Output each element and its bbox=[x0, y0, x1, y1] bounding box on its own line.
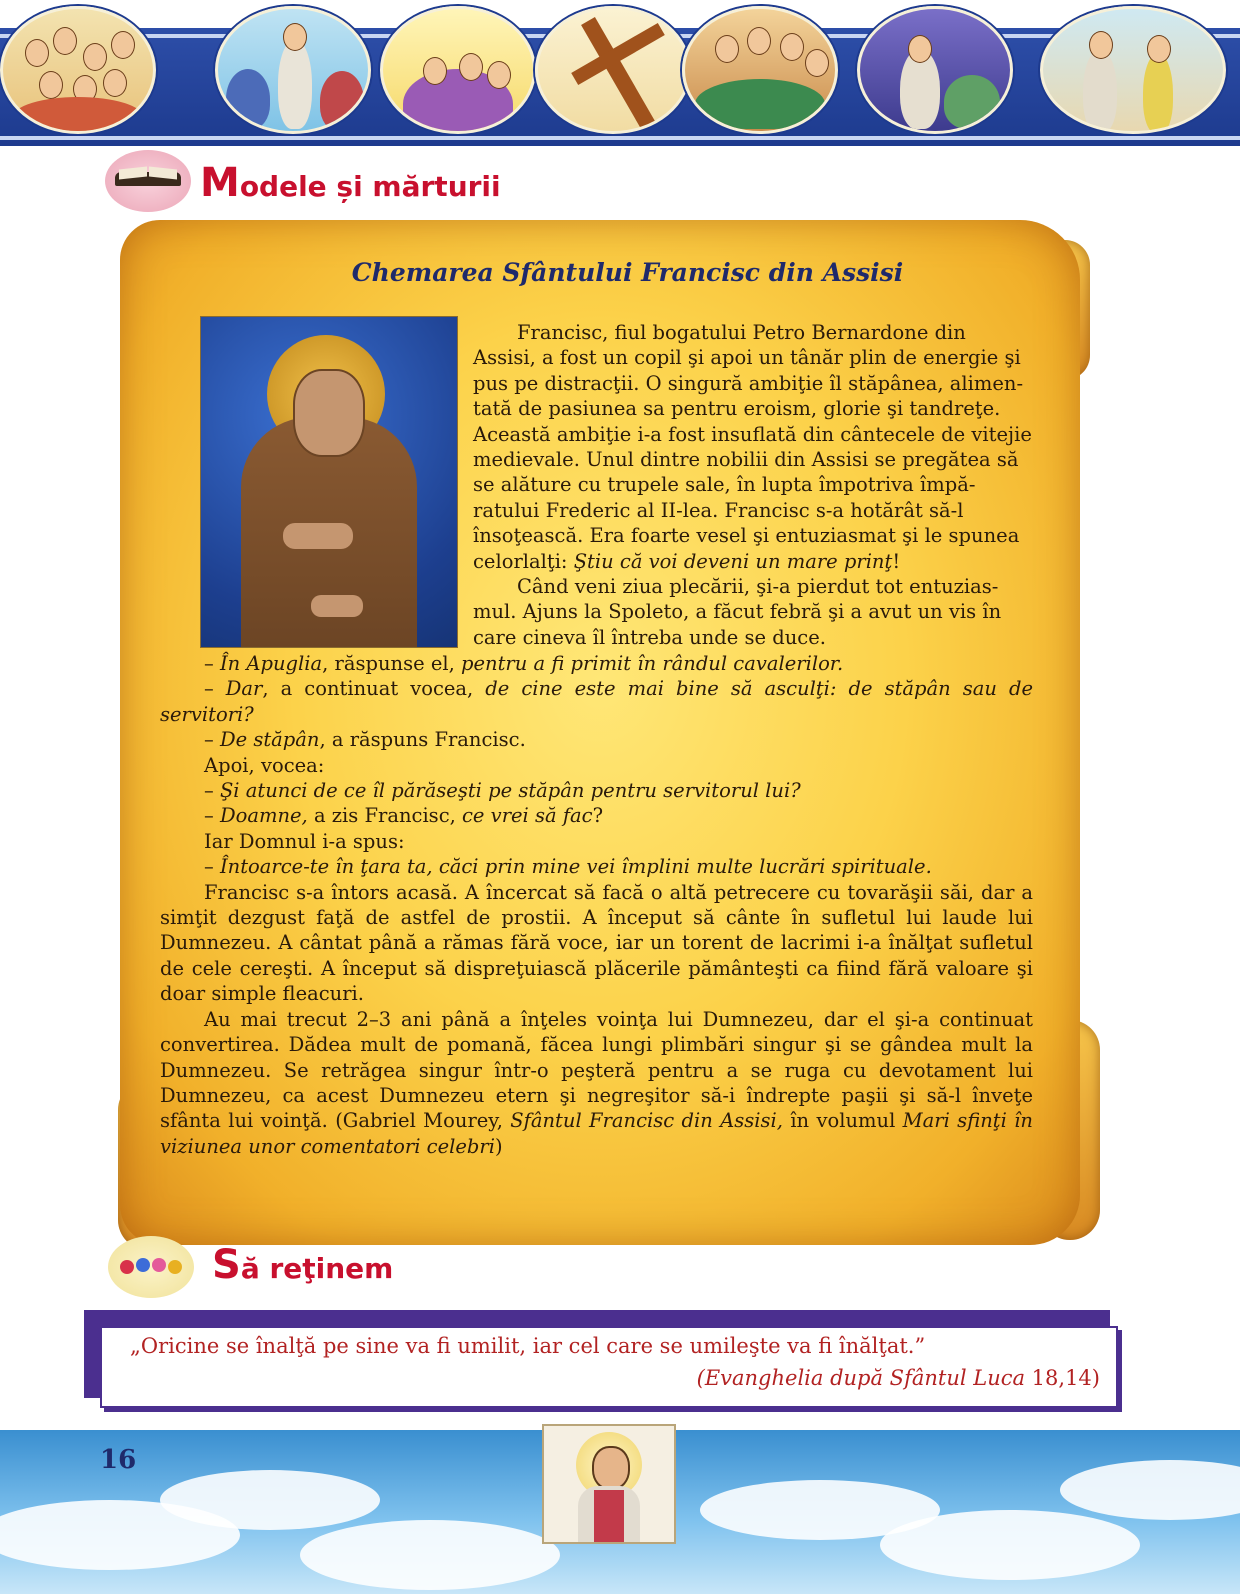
page-number: 16 bbox=[100, 1445, 137, 1475]
intro-line: se alăture cu trupele sale, în lupta împotriva împă- bbox=[473, 473, 976, 497]
quote-source: (Evanghelia după Sfântul Luca 18,14) bbox=[696, 1366, 1100, 1390]
intro-line: tată de pasiunea sa pentru eroism, glorie şi tandreţe. bbox=[473, 397, 1001, 421]
section-title-modele: Modele și mărturii bbox=[200, 160, 501, 206]
dialog-line: Iar Domnul i-a spus: bbox=[204, 829, 405, 853]
intro-line: Această ambiţie i-a fost insuflată din cântecele de vitejie bbox=[473, 422, 1032, 446]
story-intro-wrapped bbox=[473, 320, 1033, 650]
banner-medal-jesus-teaching bbox=[215, 6, 371, 134]
dialog-line: – Şi atunci de ce îl părăseşti pe stăpân pentru servitorul lui? bbox=[204, 779, 801, 803]
open-book-icon bbox=[105, 150, 191, 212]
story-title: Chemarea Sfântului Francisc din Assisi bbox=[351, 258, 904, 287]
story-body bbox=[160, 651, 1033, 1159]
dialog-line: Apoi, vocea: bbox=[204, 753, 325, 777]
intro-line: Francisc, fiul bogatului Petro Bernardone din bbox=[517, 321, 966, 344]
intro-line: medievale. Unul dintre nobilii din Assisi se pregătea să bbox=[473, 448, 1019, 472]
dialog-line: – În Apuglia, răspunse el, pentru a fi primit în rândul cavalerilor. bbox=[204, 652, 844, 675]
banner-stripe bbox=[0, 136, 1240, 140]
colored-beads-icon bbox=[108, 1236, 194, 1298]
dialog-line: – Întoarce-te în ţara ta, căci prin mine vei împlini multe lucrări spirituale. bbox=[204, 855, 932, 879]
intro-line: celorlalţi: Ştiu că voi deveni un mare prinţ! bbox=[473, 549, 901, 573]
saint-francis-portrait bbox=[200, 316, 458, 648]
intro-line: Când veni ziua plecării, şi-a pierdut tot entuzias- bbox=[517, 575, 999, 599]
intro-line: ratului Frederic al II-lea. Francisc s-a hotărât să-l bbox=[473, 498, 964, 522]
banner-medal-crowd bbox=[380, 6, 536, 134]
dialog-line: – De stăpân, a răspuns Francisc. bbox=[204, 728, 526, 752]
intro-line: care cineva îl întreba unde se duce. bbox=[473, 625, 826, 649]
banner-medal-children bbox=[0, 6, 156, 134]
jesus-illustration bbox=[542, 1424, 676, 1544]
story-paragraph: Au mai trecut 2–3 ani până a înţeles voinţa lui Dumnezeu, dar el şi-a continuat convertirea. Dădea mult de pomană, făcea lungi plimbări singur şi se gândea mult la Dumnezeu. Se retrăgea singur într-o peşteră pentru a se ruga cu devotament lui Dumnezeu, ca acest Dumnezeu etern şi negreşitor să-i îndrepte paşii şi să-l înveţe sfânta lui voinţă. (Gabriel Mourey, Sfântul Francisc din Assisi, în volumul Mari sfinţi în viziunea unor comentatori celebri) bbox=[160, 1007, 1033, 1158]
banner-medal-walking bbox=[1040, 6, 1226, 134]
intro-line: Assisi, a fost un copil şi apoi un tânăr plin de energie şi bbox=[473, 346, 1021, 370]
banner-medal-cross bbox=[535, 6, 691, 134]
section-title-retinem: Să reţinem bbox=[212, 1242, 394, 1288]
intro-line: pus pe distracţii. O singură ambiţie îl stăpânea, alimen- bbox=[473, 371, 1024, 395]
dialog-line: – Doamne, a zis Francisc, ce vrei să fac? bbox=[204, 804, 604, 828]
banner-medal-last-supper bbox=[682, 6, 838, 134]
intro-line: însoţească. Era foarte vesel şi entuziasmat şi le spunea bbox=[473, 524, 1020, 548]
banner-medal-storm bbox=[857, 6, 1013, 134]
story-paragraph: Francisc s-a întors acasă. A încercat să facă o altă petrecere cu tovarăşii săi, dar a simţit dezgust faţă de astfel de prostii. A început să cânte în sufletul lui laude lui Dumnezeu. A cântat până a rămas fără voce, iar un torent de lacrimi i-a înălţat sufletul de cele cereşti. A început să dispreţuiască plăcerile pământeşti ca fiind fără valoare şi doar simple fleacuri. bbox=[160, 880, 1033, 1006]
dialog-line: – Dar, a continuat vocea, de cine este mai bine să asculţi: de stăpân sau de servitori? bbox=[160, 677, 1034, 726]
intro-line: mul. Ajuns la Spoleto, a făcut febră şi a avut un vis în bbox=[473, 600, 1002, 624]
bible-quote: „Oricine se înalţă pe sine va fi umilit, iar cel care se umileşte va fi înălţat.” bbox=[130, 1334, 926, 1358]
